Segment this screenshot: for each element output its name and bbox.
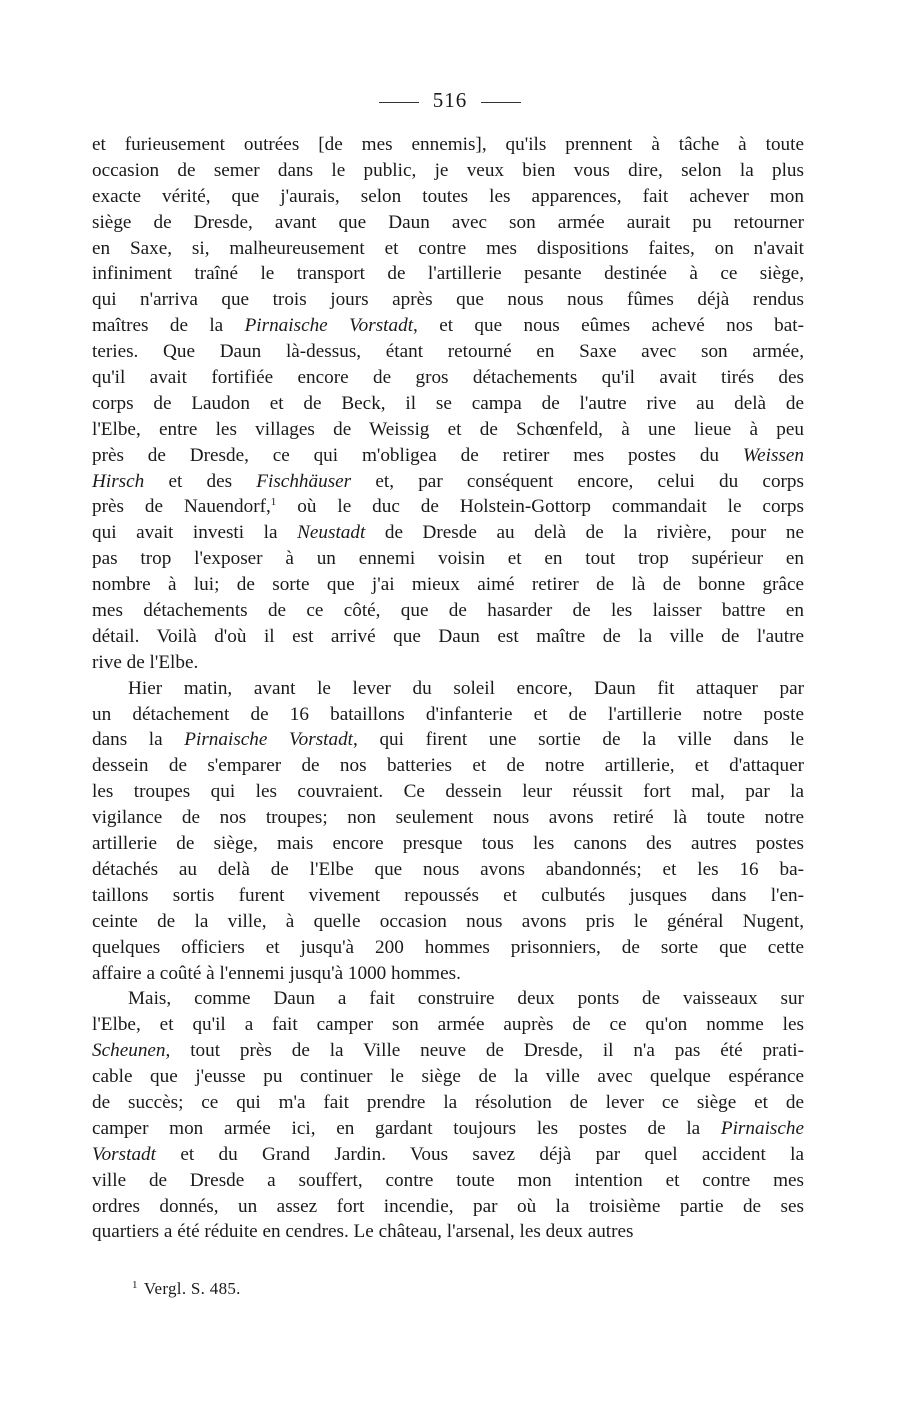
text-line [92, 831, 804, 857]
italic-place-name: Pirnaische [720, 1117, 804, 1139]
text-line [92, 1194, 804, 1220]
text-segment: exacte vérité, que j'aurais, selon toutes les apparences, fait achever mon [92, 185, 804, 207]
text-line [92, 287, 804, 313]
text-segment: , qui firent une sortie de la ville dans le [353, 729, 804, 751]
text-segment: détachés au delà de l'Elbe que nous avons abandonnés; et les 16 ba- [92, 858, 804, 880]
italic-place-name: Neustadt [297, 522, 366, 544]
italic-place-name: Fischhäuser [256, 470, 352, 492]
text-line [92, 624, 804, 650]
text-line [92, 1012, 804, 1038]
text-line [92, 365, 804, 391]
text-line [92, 727, 804, 753]
text-line [92, 546, 804, 572]
text-line [92, 857, 804, 883]
text-line [92, 779, 804, 805]
text-line [92, 391, 804, 417]
italic-place-name: Weissen [742, 444, 804, 466]
text-line [92, 236, 804, 262]
text-segment: et des [144, 470, 257, 492]
italic-place-name: Vorstadt [92, 1143, 156, 1165]
text-line [92, 469, 804, 495]
italic-place-name: Hirsch [92, 470, 145, 492]
italic-place-name: Scheunen [92, 1040, 166, 1062]
text-segment: camper mon armée ici, en gardant toujours les postes de la [92, 1117, 721, 1139]
text-line [92, 1038, 804, 1064]
text-segment: qu'il avait fortifiée encore de gros détachements qu'il avait tirés des [92, 367, 804, 389]
text-line [92, 598, 804, 624]
footnote-reference: 1 [270, 496, 277, 509]
text-segment: détail. Voilà d'où il est arrivé que Daun est maître de la ville de l'autre [92, 625, 804, 647]
text-segment: corps de Laudon et de Beck, il se campa de l'autre rive au delà de [92, 392, 804, 414]
text-segment: et furieusement outrées [de mes ennemis], qu'ils prennent à tâche à toute [92, 134, 804, 155]
text-line [92, 443, 804, 469]
text-segment: les troupes qui les couvraient. Ce dessein leur réussit fort mal, par la [92, 781, 804, 803]
header-rule-left [379, 102, 419, 103]
text-segment: Hier matin, avant le lever du soleil encore, Daun fit attaquer par [128, 677, 804, 699]
text-segment: nombre à lui; de sorte que j'ai mieux aimé retirer de là de bonne grâce [92, 574, 804, 596]
text-segment: qui n'arriva que trois jours après que nous nous fûmes déjà rendus [92, 289, 804, 311]
text-segment: teries. Que Daun là-dessus, étant retourné en Saxe avec son armée, [92, 341, 804, 363]
text-segment: mes détachements de ce côté, que de hasarder de les laisser battre en [92, 600, 804, 622]
text-line [92, 1090, 804, 1116]
text-line [92, 1064, 804, 1090]
text-segment: dessein de s'emparer de nos batteries et de notre artillerie, et d'attaquer [92, 755, 804, 777]
page-number: 516 [432, 88, 468, 112]
text-segment: quelques officiers et jusqu'à 200 hommes prisonniers, de sorte que cette [92, 936, 804, 958]
text-segment: qui avait investi la [92, 522, 298, 544]
body-text [92, 132, 804, 1245]
text-segment: l'Elbe, et qu'il a fait camper son armée auprès de ce qu'on nomme les [92, 1014, 804, 1036]
text-segment: , et que nous eûmes achevé nos bat- [413, 315, 805, 337]
text-line [92, 961, 804, 987]
text-line [92, 184, 804, 210]
text-line [92, 753, 804, 779]
text-segment: artillerie de siège, mais encore presque tous les canons des autres postes [92, 833, 804, 855]
text-line [92, 261, 804, 287]
text-segment: ville de Dresde a souffert, contre toute mon intention et contre mes [92, 1169, 804, 1191]
text-segment: près de Dresde, ce qui m'obligea de retirer mes postes du [92, 444, 743, 466]
text-segment: maîtres de la [92, 315, 245, 337]
text-segment: où le duc de Holstein-Gottorp commandait le corps [276, 496, 804, 518]
text-segment: cable que j'eusse pu continuer le siège de la ville avec quelque espérance [92, 1066, 804, 1088]
text-segment: ordres donnés, un assez fort incendie, par où la troisième partie de ses [92, 1195, 804, 1217]
text-line [92, 339, 804, 365]
footnote [132, 1279, 241, 1299]
footnote-text: Vergl. S. 485. [143, 1279, 241, 1298]
text-segment: infiniment traîné le transport de l'artillerie pesante destinée à ce siège, [92, 263, 804, 285]
text-segment: rive de l'Elbe. [92, 651, 199, 673]
text-segment: occasion de semer dans le public, je veux bien vous dire, selon la plus [92, 159, 804, 181]
text-line [92, 909, 804, 935]
text-line [92, 210, 804, 236]
text-line [92, 883, 804, 909]
text-line [92, 158, 804, 184]
text-segment: Mais, comme Daun a fait construire deux ponts de vaisseaux sur [128, 988, 804, 1010]
text-segment: taillons sortis furent vivement repoussés et culbutés jusques dans l'en- [92, 884, 804, 906]
text-segment: un détachement de 16 bataillons d'infanterie et de l'artillerie notre poste [92, 703, 804, 725]
text-line [92, 1116, 804, 1142]
text-segment: ceinte de la ville, à quelle occasion nous avons pris le général Nugent, [92, 910, 804, 932]
text-line [92, 1219, 804, 1245]
header-rule-right [481, 102, 521, 103]
text-segment: de Dresde au delà de la rivière, pour ne [365, 522, 804, 544]
text-line [92, 1142, 804, 1168]
text-segment: , tout près de la Ville neuve de Dresde, il n'a pas été prati- [165, 1040, 804, 1062]
text-segment: l'Elbe, entre les villages de Weissig et de Schœnfeld, à une lieue à peu [92, 418, 804, 440]
text-line [92, 1168, 804, 1194]
text-line [92, 702, 804, 728]
text-segment: et, par conséquent encore, celui du corps [351, 470, 804, 492]
text-line [92, 132, 804, 158]
text-line [92, 520, 804, 546]
text-line [92, 986, 804, 1012]
text-segment: pas trop l'exposer à un ennemi voisin et en tout trop supérieur en [92, 548, 804, 570]
italic-place-name: Pirnaische Vorstadt [184, 729, 354, 751]
running-head [0, 88, 900, 113]
text-line [92, 572, 804, 598]
text-segment: en Saxe, si, malheureusement et contre mes dispositions faites, on n'avait [92, 237, 804, 259]
text-line [92, 805, 804, 831]
text-line [92, 417, 804, 443]
text-line [92, 935, 804, 961]
text-segment: affaire a coûté à l'ennemi jusqu'à 1000 hommes. [92, 962, 461, 984]
text-segment: de succès; ce qui m'a fait prendre la résolution de lever ce siège et de [92, 1091, 804, 1113]
text-line [92, 494, 804, 520]
italic-place-name: Pirnaische Vorstadt [244, 315, 414, 337]
text-segment: quartiers a été réduite en cendres. Le château, l'arsenal, les deux autres [92, 1221, 634, 1243]
text-segment: siège de Dresde, avant que Daun avec son armée aurait pu retourner [92, 211, 804, 233]
text-segment: près de Nauendorf, [92, 496, 271, 518]
text-line [92, 676, 804, 702]
text-segment: et du Grand Jardin. Vous savez déjà par quel accident la [155, 1143, 804, 1165]
text-line [92, 650, 804, 676]
footnote-mark: 1 [132, 1279, 138, 1291]
text-segment: dans la [92, 729, 185, 751]
text-segment: vigilance de nos troupes; non seulement nous avons retiré là toute notre [92, 807, 804, 829]
text-line [92, 313, 804, 339]
